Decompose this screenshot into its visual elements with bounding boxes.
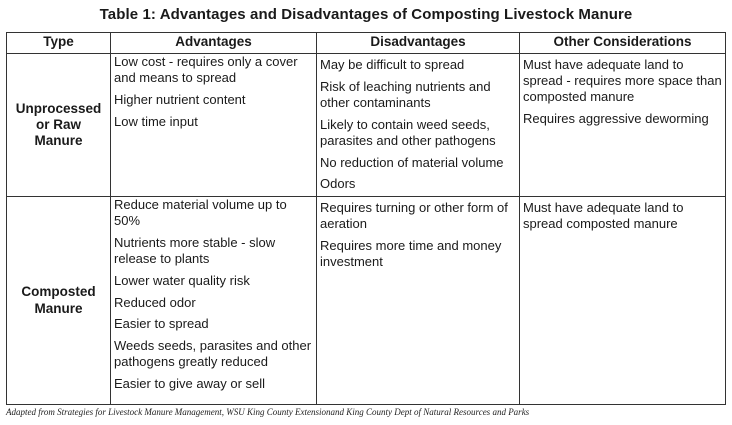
list-item: Weeds seeds, parasites and other pathogens greatly reduced: [114, 337, 312, 370]
list-item: Requires turning or other form of aeration: [320, 200, 508, 232]
list-item: Low cost - requires only a cover and means to spread: [114, 54, 298, 86]
composting-table: [6, 32, 726, 405]
list-item: Odors: [320, 176, 356, 192]
list-item: Higher nutrient content: [114, 91, 246, 107]
type-cell: [7, 197, 111, 405]
disadvantages-cell: [317, 54, 520, 197]
advantages-cell: [111, 197, 317, 405]
type-cell: [7, 54, 111, 197]
disadvantages-cell: [317, 197, 520, 405]
header-other-considerations: Other Considerations: [520, 33, 726, 54]
list-item: Easier to spread: [114, 316, 209, 332]
header-advantages: Advantages: [111, 33, 317, 54]
header-disadvantages: Disadvantages: [317, 33, 520, 54]
header-type: Type: [7, 33, 111, 54]
list-item: Requires more time and money investment: [320, 237, 502, 270]
list-item: May be difficult to spread: [320, 57, 465, 72]
list-item: Must have adequate land to spread - requires more space than composted manure: [523, 57, 722, 105]
list-item: Reduce material volume up to 50%: [114, 197, 287, 229]
list-item: Easier to give away or sell: [114, 375, 266, 391]
source-footnote: Adapted from Strategies for Livestock Manure Management, WSU King County Extensionand King County Dept of Natural Resources and Parks: [6, 407, 530, 417]
header-row: [7, 33, 726, 54]
list-item: Nutrients more stable - slow release to plants: [114, 234, 276, 267]
list-item: Risk of leaching nutrients and other contaminants: [320, 78, 491, 110]
list-item: No reduction of material volume: [320, 154, 504, 170]
list-item: Must have adequate land to spread composted manure: [523, 200, 684, 232]
table-title: Table 1: Advantages and Disadvantages of Composting Livestock Manure: [99, 6, 633, 23]
list-item: Requires aggressive deworming: [523, 111, 709, 127]
list-item: Reduced odor: [114, 294, 196, 310]
advantages-cell: [111, 54, 317, 197]
list-item: Lower water quality risk: [114, 272, 250, 288]
table-row: [7, 197, 726, 405]
other-considerations-cell: [520, 54, 726, 197]
type-label: Unprocessed or Raw Manure: [15, 100, 102, 149]
type-label: Composted Manure: [21, 284, 96, 316]
other-considerations-cell: [520, 197, 726, 405]
table-row: [7, 54, 726, 197]
list-item: Likely to contain weed seeds, parasites and other pathogens: [320, 116, 496, 148]
list-item: Low time input: [114, 113, 198, 129]
